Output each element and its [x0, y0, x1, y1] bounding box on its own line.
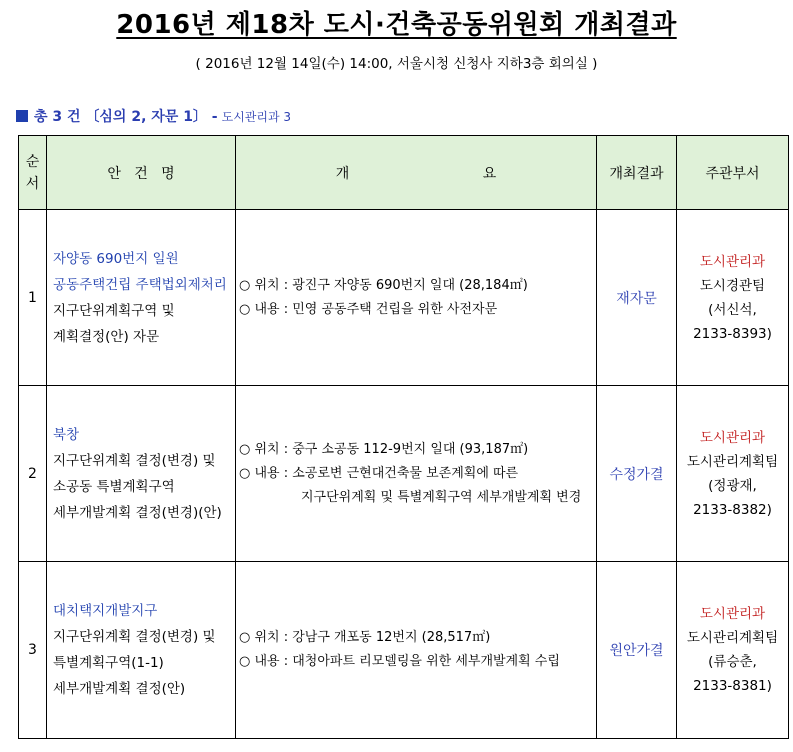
contact-person: (류승춘, [708, 654, 757, 670]
header-summary: 개 요 [236, 136, 597, 210]
summary-department: 도시관리과 3 [221, 110, 292, 124]
agenda-name-line: 지구단위계획구역 및 [53, 302, 175, 319]
contact-phone: 2133-8393) [693, 325, 772, 342]
department-name: 도시관리과 [699, 606, 766, 622]
agenda-name [47, 210, 236, 386]
agenda-name-line: 소공동 특별계획구역 [53, 478, 175, 495]
agenda-summary [236, 562, 597, 739]
table-row [19, 562, 789, 739]
agenda-summary [236, 210, 597, 386]
summary-location: ○ 위치 : 중구 소공동 112-9번지 일대 (93,187㎡) [239, 441, 529, 457]
agenda-name-line: 자양동 690번지 일원 [53, 250, 179, 267]
blue-square-icon [16, 110, 28, 122]
team-name: 도시관리계획팀 [686, 453, 779, 470]
department-name: 도시관리과 [699, 429, 766, 446]
agenda-name-line: 계획결정(안) 자문 [53, 328, 160, 345]
agenda-name-line: 대치택지개발지구 [53, 603, 158, 619]
agenda-name-line: 지구단위계획 결정(변경) 및 [53, 452, 216, 469]
summary-line [16, 106, 291, 126]
summary-content-continued: 지구단위계획 및 특별계획구역 세부개발계획 변경 [301, 489, 582, 505]
agenda-name-line: 세부개발계획 결정(변경)(안) [53, 504, 222, 521]
responsible-department [677, 386, 789, 562]
meeting-result: 수정가결 [597, 386, 677, 562]
responsible-department [677, 210, 789, 386]
meeting-result: 재자문 [597, 210, 677, 386]
summary-count: 총 3 건 〔심의 2, 자문 1〕 - [34, 109, 218, 125]
row-number: 3 [19, 562, 47, 739]
table-header-row [19, 136, 789, 210]
contact-phone: 2133-8381) [693, 678, 772, 694]
row-number: 2 [19, 386, 47, 562]
agenda-name-line: 세부개발계획 결정(안) [53, 681, 186, 697]
agenda-name-line: 지구단위계획 결정(변경) 및 [53, 629, 216, 645]
row-number: 1 [19, 210, 47, 386]
table-row [19, 210, 789, 386]
header-agenda-name: 안 건 명 [47, 136, 236, 210]
team-name: 도시경관팀 [699, 277, 766, 294]
meeting-result: 원안가결 [597, 562, 677, 739]
contact-person: (서신석, [708, 301, 757, 318]
table-row [19, 386, 789, 562]
header-order: 순 서 [19, 136, 47, 210]
header-department: 주관부서 [677, 136, 789, 210]
summary-content: ○ 내용 : 소공로변 근현대건축물 보존계획에 따른 [239, 465, 519, 481]
agenda-name-line: 특별계획구역(1-1) [53, 655, 164, 671]
header-result: 개최결과 [597, 136, 677, 210]
agenda-summary [236, 386, 597, 562]
summary-location: ○ 위치 : 강남구 개포동 12번지 (28,517㎡) [239, 630, 491, 645]
department-name: 도시관리과 [699, 253, 766, 270]
summary-content: ○ 내용 : 대청아파트 리모델링을 위한 세부개발계획 수립 [239, 654, 560, 669]
summary-content: ○ 내용 : 민영 공동주택 건립을 위한 사전자문 [239, 301, 498, 317]
agenda-name [47, 386, 236, 562]
agenda-name-line: 공동주택건립 주택법외제처리 [53, 276, 227, 293]
responsible-department [677, 562, 789, 739]
summary-location: ○ 위치 : 광진구 자양동 690번지 일대 (28,184㎡) [239, 277, 528, 293]
page-title: 2016년 제18차 도시·건축공동위원회 개최결과 [116, 10, 677, 40]
agenda-name [47, 562, 236, 739]
results-table [18, 135, 789, 739]
contact-phone: 2133-8382) [693, 501, 772, 518]
contact-person: (정광재, [708, 477, 757, 494]
meeting-info: ( 2016년 12월 14일(수) 14:00, 서울시청 신청사 지하3층 회의실 ) [195, 56, 598, 72]
agenda-name-line: 북창 [53, 426, 80, 443]
team-name: 도시관리계획팀 [686, 630, 779, 646]
